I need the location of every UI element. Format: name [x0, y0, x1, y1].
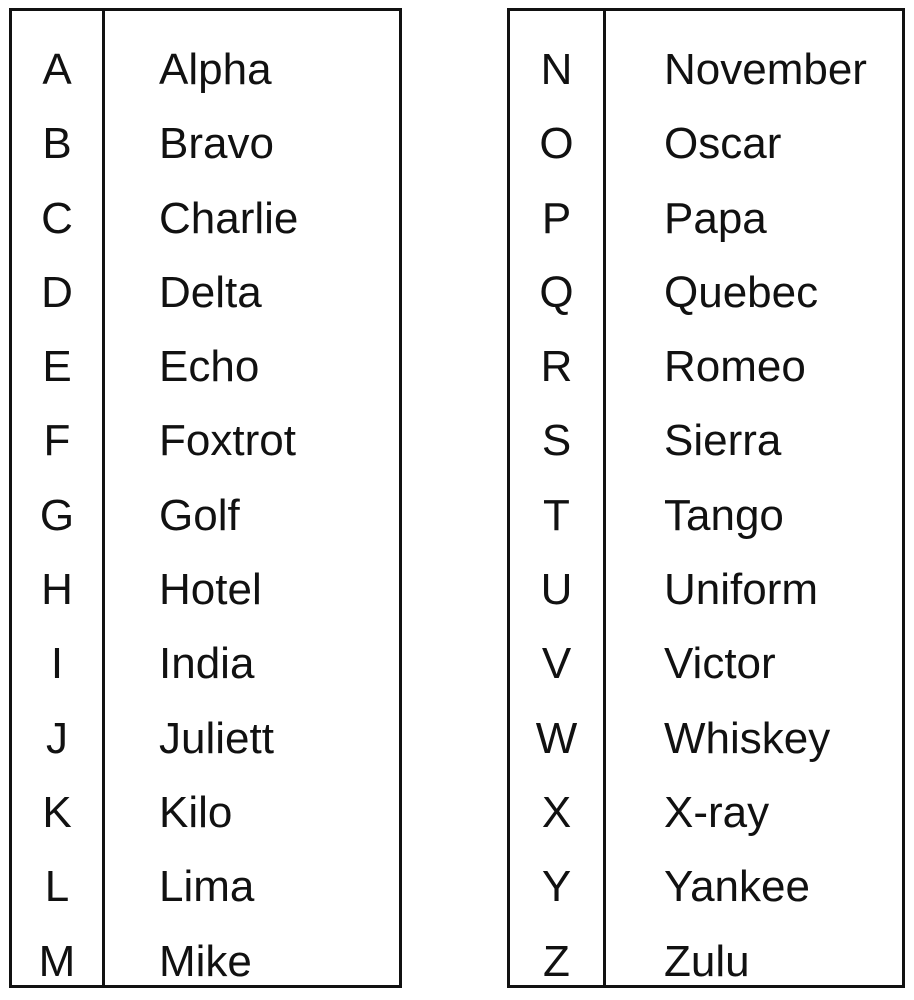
codeword-cell: Echo — [159, 342, 260, 392]
letter-cell: M — [38, 936, 76, 986]
codeword-cell: November — [664, 45, 867, 94]
codeword-cell: Hotel — [159, 565, 262, 615]
letter-cell: O — [539, 119, 574, 169]
codeword-cell: Zulu — [664, 936, 750, 986]
letter-cell: B — [42, 119, 72, 169]
codeword-cell: Uniform — [664, 565, 819, 615]
letter-cell: C — [41, 193, 73, 243]
letter-column-left — [12, 11, 105, 985]
letter-cell: S — [541, 416, 572, 466]
letter-cell: R — [540, 342, 573, 392]
codeword-cell: Bravo — [159, 119, 274, 169]
letter-cell: F — [43, 416, 71, 466]
codeword-cell: Whiskey — [664, 713, 831, 763]
codeword-cell: Charlie — [159, 193, 299, 243]
letter-cell: D — [41, 267, 73, 317]
codeword-cell: Kilo — [159, 787, 233, 837]
letter-cell: Y — [541, 862, 572, 912]
codeword-cell: Golf — [159, 490, 240, 540]
alphabet-table-right — [507, 8, 905, 988]
letter-cell: Q — [539, 267, 574, 317]
letter-cell: P — [541, 193, 572, 243]
letter-cell: I — [50, 639, 64, 689]
alphabet-table-left — [9, 8, 402, 988]
letter-cell: L — [44, 862, 70, 912]
letter-cell: V — [541, 639, 572, 689]
codeword-cell: Delta — [159, 267, 262, 317]
codeword-cell: Papa — [664, 193, 767, 243]
codeword-cell: Mike — [159, 936, 252, 986]
codeword-cell: India — [159, 639, 255, 689]
letter-cell: G — [39, 490, 75, 540]
codeword-cell: Victor — [664, 639, 776, 689]
codeword-cell: Tango — [664, 490, 784, 540]
codeword-column-right — [606, 11, 902, 985]
codeword-cell: Romeo — [664, 342, 806, 392]
codeword-column-left — [105, 11, 399, 985]
codeword-cell: Sierra — [664, 416, 782, 466]
letter-cell: T — [543, 490, 570, 540]
letter-cell: W — [535, 713, 578, 763]
letter-cell: Z — [543, 936, 570, 986]
letter-cell: A — [42, 45, 72, 94]
letter-cell: H — [41, 565, 73, 615]
codeword-cell: Alpha — [159, 45, 272, 94]
letter-cell: X — [541, 787, 572, 837]
letter-cell: J — [46, 713, 68, 763]
codeword-cell: X-ray — [664, 787, 770, 837]
letter-column-right — [510, 11, 606, 985]
codeword-cell: Lima — [159, 862, 255, 912]
letter-cell: E — [42, 342, 72, 392]
codeword-cell: Quebec — [664, 267, 819, 317]
letter-cell: U — [540, 565, 573, 615]
codeword-cell: Yankee — [664, 862, 810, 912]
codeword-cell: Oscar — [664, 119, 782, 169]
codeword-cell: Juliett — [159, 713, 274, 763]
letter-cell: K — [42, 787, 72, 837]
letter-cell: N — [540, 45, 573, 94]
codeword-cell: Foxtrot — [159, 416, 296, 466]
